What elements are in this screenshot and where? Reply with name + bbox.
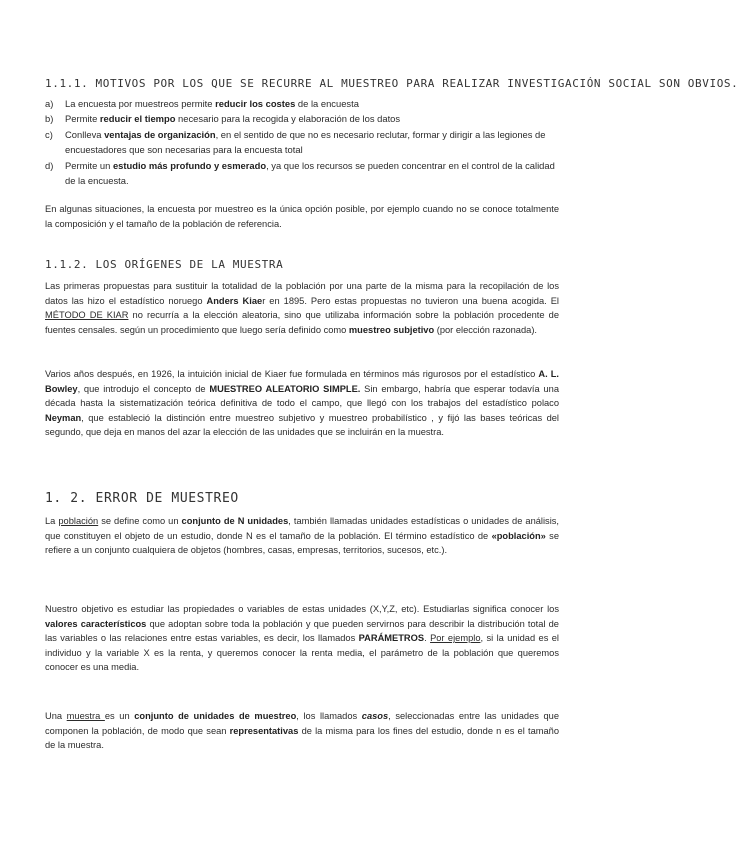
section-heading-motivos: 1.1.1. MOTIVOS POR LOS QUE SE RECURRE AL MUESTREO PARA REALIZAR INVESTIGACIÓN SOCIAL SON OBVIOS.	[45, 77, 738, 90]
origenes-paragraph-2: Varios años después, en 1926, la intuición inicial de Kiaer fue formulada en términos más rigurosos por el estadístico A. L. Bowley, que introdujo el concepto de MUESTREO ALEATORIO SIMPLE. Sin embargo, habría que esperar todavía una década hasta la sistematización teórica definitiva de todo el campo, que llegó con los trabajos del estadístico polaco Neyman, que estableció la distinción entre muestreo subjetivo y muestreo probabilístico , y fijó las bases teóricas del segundo, que deja en manos del azar la elección de las unidades que se incluirán en la muestra.	[45, 369, 559, 438]
error-paragraph-poblacion: La población se define como un conjunto de N unidades, también llamadas unidades estadísticas o unidades de análisis, que constituyen el objeto de un estudio, donde N es el tamaño de la población. El término estadístico de «población» se refiere a un conjunto cualquiera de objetos (hombres, casas, empresas, territorios, sucesos, etc.).	[45, 516, 559, 556]
list-item: d) Permite un estudio más profundo y esmerado, ya que los recursos se pueden concentrar en el control de la calidad de la encuesta.	[45, 159, 555, 187]
motivos-closing-paragraph: En algunas situaciones, la encuesta por muestreo es la única opción posible, por ejemplo cuando no se conoce totalmente la composición y el tamaño de la población de referencia.	[45, 204, 559, 229]
section-heading-error: 1. 2. ERROR DE MUESTREO	[45, 491, 239, 506]
section-heading-origenes: 1.1.2. LOS ORÍGENES DE LA MUESTRA	[45, 258, 284, 271]
motivos-list	[45, 96, 560, 188]
origenes-paragraph-1: Las primeras propuestas para sustituir la totalidad de la población por una parte de la misma para la recopilación de los datos las hizo el estadístico noruego Anders Kiaer en 1895. Pero estas propuestas no tuvieron una buena acogida. El MÉTODO DE KIAR no recurría a la elección aleatoria, sino que utilizaba información sobre la población procedente de fuentes censales. según un procedimiento que luego sería definido como muestreo subjetivo (por elección razonada).	[45, 281, 560, 335]
list-item: a) La encuesta por muestreos permite reducir los costes de la encuesta	[45, 98, 359, 109]
error-paragraph-objetivo: Nuestro objetivo es estudiar las propiedades o variables de estas unidades (X,Y,Z, etc). Estudiarlas significa conocer los valores característicos que adoptan sobre toda la población y que pueden servirnos para describir la distribución total de las variables o las relaciones entre estas variables, es decir, los llamados PARÁMETROS. Por ejemplo, si la unidad es el individuo y la variable X es la renta, y queremos conocer la renta media, el parámetro de la población que queremos conocer es una media.	[45, 604, 559, 673]
list-item: b) Permite reducir el tiempo necesario para la recogida y elaboración de los datos	[45, 113, 401, 125]
list-item: c) Conlleva ventajas de organización, en el sentido de que no es necesario reclutar, formar y dirigir a las legiones de encuestadores que son necesarias para la encuesta total	[45, 128, 546, 156]
error-paragraph-muestra: Una muestra es un conjunto de unidades de muestreo, los llamados casos, seleccionadas entre las unidades que componen la población, de modo que sean representativas de la misma para los fines del estudio, donde n es el tamaño de la muestra.	[45, 711, 560, 751]
